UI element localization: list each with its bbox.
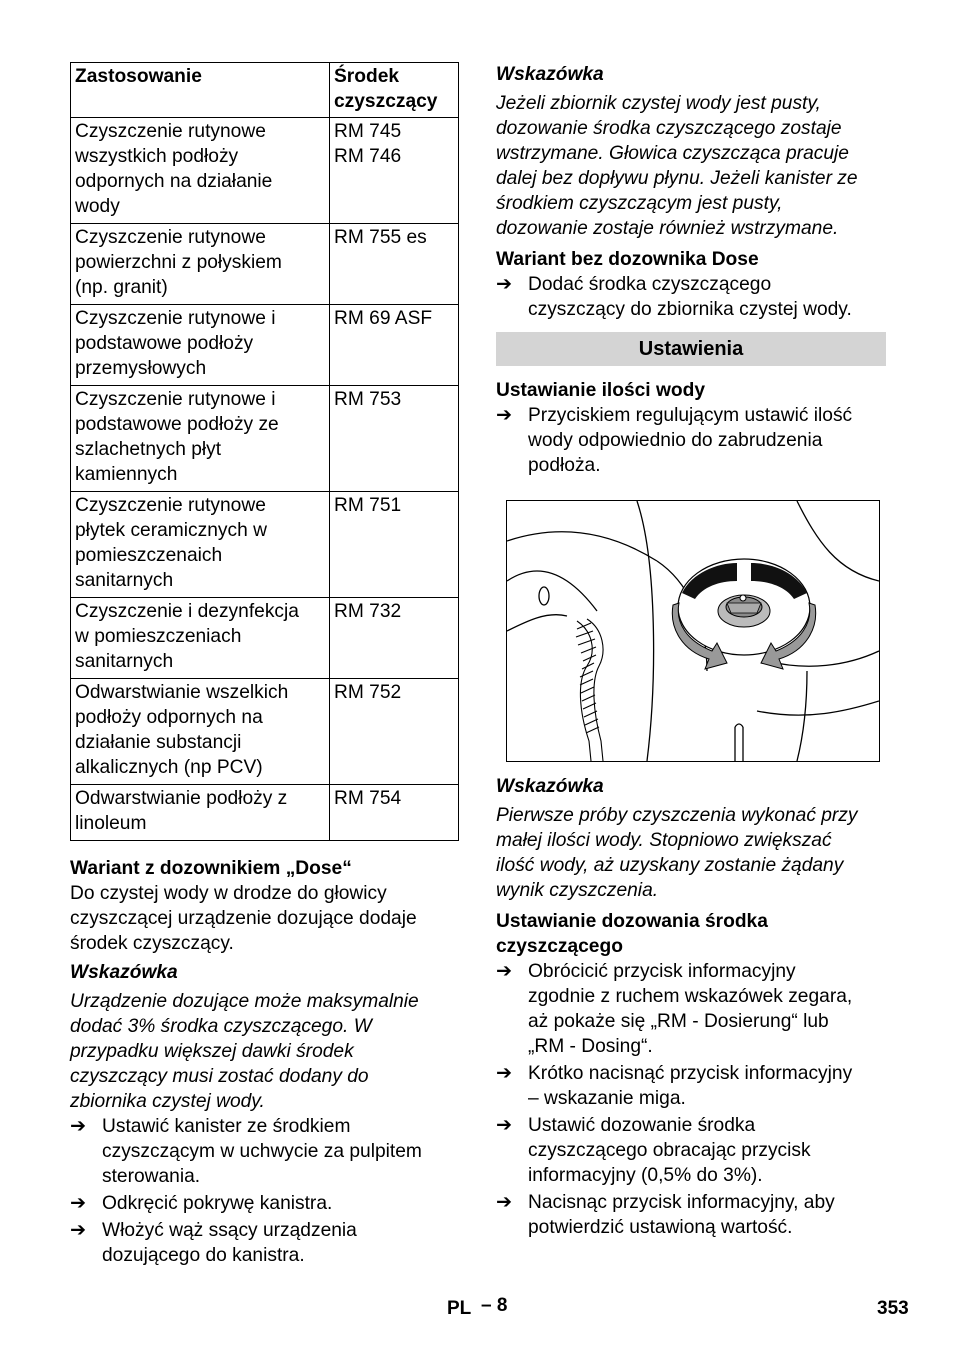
table-cell-agent: RM 755 es bbox=[330, 224, 459, 305]
table-cell-application: Czyszczenie i dezynfekcja w pomieszczeniach sanitarnych bbox=[71, 598, 330, 679]
note-label: Wskazówka bbox=[496, 776, 604, 797]
dose-text: Do czystej wody w drodze do głowicy czyszczącej urządzenie dozujące dodaje środek czyszczący. bbox=[70, 883, 417, 954]
water-knob-illustration bbox=[506, 500, 880, 762]
list-item: ➔ Ustawić dozowanie środka czyszczącego obracając przycisk informacyjny (0,5% do 3%). bbox=[496, 1115, 811, 1186]
list-item: ➔ Nacisnąc przycisk informacyjny, aby potwierdzić ustawioną wartość. bbox=[496, 1192, 835, 1238]
left-column bbox=[70, 62, 458, 1268]
list-item: ➔ Odkręcić pokrywę kanistra. bbox=[70, 1193, 333, 1214]
table-cell-agent: RM 732 bbox=[330, 598, 459, 679]
table-cell-agent: RM 753 bbox=[330, 386, 459, 492]
table-row bbox=[71, 118, 459, 224]
nodose-steps-list bbox=[496, 272, 886, 322]
list-item: ➔ Dodać środka czyszczącego czyszczący do zbiornika czystej wody. bbox=[496, 274, 852, 320]
table-cell-agent: RM 754 bbox=[330, 785, 459, 841]
dose-heading: Wariant z dozownikiem „Dose“ bbox=[70, 858, 352, 879]
cleaning-agents-table bbox=[70, 62, 459, 841]
arrow-right-icon: ➔ bbox=[496, 1192, 513, 1213]
table-cell-agent: RM 69 ASF bbox=[330, 305, 459, 386]
table-cell-application: Czyszczenie rutynowe i podstawowe podłoży ze szlachetnych płyt kamiennych bbox=[71, 386, 330, 492]
list-item: ➔ Przyciskiem regulującym ustawić ilość wody odpowiednio do zabrudzenia podłoża. bbox=[496, 405, 853, 476]
table-row bbox=[71, 785, 459, 841]
note-text: Jeżeli zbiornik czystej wody jest pusty, dozowanie środka czyszczącego zostaje wstrzymane. Głowica czyszcząca pracuje dalej bez dopływu płynu. Jeżeli kanister ze środkiem czyszczącym jest pusty, dozowanie zostaje również wstrzymane. bbox=[496, 93, 858, 239]
right-column bbox=[496, 62, 886, 1240]
table-row bbox=[71, 305, 459, 386]
water-steps-list bbox=[496, 403, 886, 478]
table-row bbox=[71, 492, 459, 598]
table-header-agent: Środek czyszczący bbox=[330, 63, 459, 118]
arrow-right-icon: ➔ bbox=[70, 1116, 87, 1137]
water-heading: Ustawianie ilości wody bbox=[496, 380, 705, 401]
arrow-right-icon: ➔ bbox=[496, 1063, 513, 1084]
table-cell-application: Czyszczenie rutynowe płytek ceramicznych w pomieszczenaich sanitarnych bbox=[71, 492, 330, 598]
knob-rotation-icon bbox=[507, 501, 879, 761]
table-row bbox=[71, 224, 459, 305]
dose-steps-list bbox=[70, 1114, 458, 1268]
note-text: Pierwsze próby czyszczenia wykonać przy małej ilości wody. Stopniowo zwiększać ilość wody, aż uzyskany zostanie żądany wynik czyszczenia. bbox=[496, 805, 858, 901]
table-cell-application: Czyszczenie rutynowe i podstawowe podłoży przemysłowych bbox=[71, 305, 330, 386]
arrow-right-icon: ➔ bbox=[70, 1220, 87, 1241]
dosing-steps-list bbox=[496, 959, 886, 1240]
table-row bbox=[71, 386, 459, 492]
arrow-right-icon: ➔ bbox=[496, 961, 513, 982]
arrow-right-icon: ➔ bbox=[496, 274, 513, 295]
arrow-right-icon: ➔ bbox=[496, 1115, 513, 1136]
footer-page-number: 353 bbox=[877, 1298, 909, 1319]
footer-page-local: – 8 bbox=[481, 1295, 508, 1316]
table-cell-application: Czyszczenie rutynowe wszystkich podłoży odpornych na działanie wody bbox=[71, 118, 330, 224]
note-text: Urządzenie dozujące może maksymalnie dodać 3% środka czyszczącego. W przypadku większej dawki środek czyszczący musi zostać dodany do zbiornika czystej wody. bbox=[70, 991, 419, 1112]
table-cell-application: Odwarstwianie podłoży z linoleum bbox=[71, 785, 330, 841]
note-label: Wskazówka bbox=[496, 64, 604, 85]
list-item: ➔ Ustawić kanister ze środkiem czyszczącym w uchwycie za pulpitem sterowania. bbox=[70, 1116, 422, 1187]
table-header-application: Zastosowanie bbox=[71, 63, 330, 118]
list-item: ➔ Obrócicić przycisk informacyjny zgodnie z ruchem wskazówek zegara, aż pokaże się „RM - Dosierung“ lub „RM - Dosing“. bbox=[496, 961, 853, 1057]
table-cell-application: Czyszczenie rutynowe powierzchni z połyskiem (np. granit) bbox=[71, 224, 330, 305]
arrow-right-icon: ➔ bbox=[496, 405, 513, 426]
arrow-right-icon: ➔ bbox=[70, 1193, 87, 1214]
list-item: ➔ Krótko nacisnąć przycisk informacyjny – wskazanie miga. bbox=[496, 1063, 853, 1109]
nodose-heading: Wariant bez dozownika Dose bbox=[496, 249, 759, 270]
table-header-row bbox=[71, 63, 459, 118]
table-cell-application: Odwarstwianie wszelkich podłoży odpornych na działanie substancji alkalicznych (np PCV) bbox=[71, 679, 330, 785]
table-row bbox=[71, 598, 459, 679]
dosing-heading: Ustawianie dozowania środka czyszczącego bbox=[496, 911, 768, 957]
table-cell-agent: RM 752 bbox=[330, 679, 459, 785]
list-item: ➔ Włożyć wąż ssący urządzenia dozującego do kanistra. bbox=[70, 1220, 357, 1266]
footer-lang: PL bbox=[447, 1298, 472, 1319]
table-cell-agent: RM 745 RM 746 bbox=[330, 118, 459, 224]
section-title: Ustawienia bbox=[496, 332, 886, 366]
table-cell-agent: RM 751 bbox=[330, 492, 459, 598]
note-label: Wskazówka bbox=[70, 962, 178, 983]
table-row bbox=[71, 679, 459, 785]
